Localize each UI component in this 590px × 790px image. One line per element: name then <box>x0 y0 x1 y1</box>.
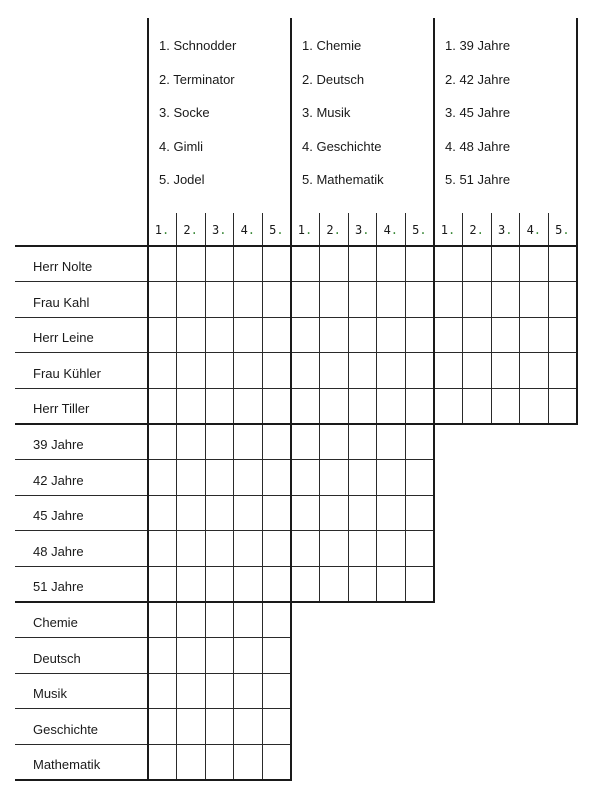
grid-cell[interactable] <box>148 602 177 638</box>
grid-cell[interactable] <box>234 638 263 674</box>
grid-cell[interactable] <box>234 602 263 638</box>
grid-cell[interactable] <box>262 317 291 353</box>
group-separator <box>15 423 578 425</box>
grid-cell[interactable] <box>491 282 520 318</box>
grid-cell[interactable] <box>491 246 520 282</box>
column-number-period: . <box>448 223 456 237</box>
grid-cell[interactable] <box>320 282 349 318</box>
grid-cell[interactable] <box>291 317 320 353</box>
row-label-lehrer-2: Frau Kahl <box>33 294 90 310</box>
column-number-period: . <box>390 223 399 237</box>
grid-cell[interactable] <box>177 673 206 709</box>
grid-cell[interactable] <box>320 495 349 531</box>
group-separator <box>15 779 292 781</box>
grid-cell[interactable] <box>520 246 549 282</box>
column-number-digit: 4 <box>383 223 391 237</box>
grid-cell[interactable] <box>548 388 577 424</box>
grid-cell[interactable] <box>405 531 434 567</box>
column-number-period: . <box>247 223 256 237</box>
grid-cell[interactable] <box>320 531 349 567</box>
grid-cell[interactable] <box>148 566 177 602</box>
category-item-faecher-4: 4. Geschichte <box>302 138 382 154</box>
column-number-period: . <box>419 223 427 237</box>
row-divider <box>15 530 434 531</box>
grid-cell[interactable] <box>520 282 549 318</box>
grid-cell[interactable] <box>405 566 434 602</box>
grid-cell[interactable] <box>148 460 177 496</box>
grid-cell[interactable] <box>205 673 234 709</box>
grid-cell[interactable] <box>348 353 377 389</box>
grid-cell[interactable] <box>548 282 577 318</box>
column-number-digit: 2 <box>183 223 191 237</box>
grid-cell[interactable] <box>148 495 177 531</box>
grid-cell[interactable] <box>205 388 234 424</box>
column-number-digit: 5 <box>269 223 277 237</box>
column-number-period: . <box>476 223 484 237</box>
grid-cell[interactable] <box>205 460 234 496</box>
category-item-faecher-1: 1. Chemie <box>302 38 362 53</box>
grid-cell[interactable] <box>405 495 434 531</box>
column-number-period: . <box>505 223 513 237</box>
grid-cell[interactable] <box>262 388 291 424</box>
column-number-digit: 2 <box>326 223 334 237</box>
grid-cell[interactable] <box>320 424 349 460</box>
grid-cell[interactable] <box>234 709 263 745</box>
row-label-faecher-1: Chemie <box>33 615 78 630</box>
grid-cell[interactable] <box>434 388 463 424</box>
column-number <box>320 223 348 237</box>
grid-cell[interactable] <box>291 460 320 496</box>
grid-cell[interactable] <box>262 282 291 318</box>
row-divider <box>15 637 291 638</box>
grid-cell[interactable] <box>234 246 263 282</box>
grid-cell[interactable] <box>234 317 263 353</box>
column-number <box>148 223 176 237</box>
grid-cell[interactable] <box>434 353 463 389</box>
grid-cell[interactable] <box>377 388 406 424</box>
grid-cell[interactable] <box>291 495 320 531</box>
grid-cell[interactable] <box>405 388 434 424</box>
column-number <box>405 223 433 237</box>
grid-cell[interactable] <box>205 246 234 282</box>
row-label-alter-4: 48 Jahre <box>33 543 84 559</box>
grid-cell[interactable] <box>491 353 520 389</box>
grid-cell[interactable] <box>234 744 263 780</box>
grid-cell[interactable] <box>177 566 206 602</box>
grid-cell[interactable] <box>177 495 206 531</box>
grid-cell[interactable] <box>234 388 263 424</box>
row-divider <box>15 281 577 282</box>
grid-cell[interactable] <box>405 424 434 460</box>
grid-cell[interactable] <box>148 282 177 318</box>
grid-cell[interactable] <box>205 424 234 460</box>
column-number-digit: 5 <box>412 223 420 237</box>
grid-cell[interactable] <box>377 317 406 353</box>
column-number-digit: 5 <box>555 223 563 237</box>
grid-cell[interactable] <box>291 531 320 567</box>
grid-cell[interactable] <box>234 495 263 531</box>
cell-divider <box>262 213 263 780</box>
category-item-alter-4: 4. 48 Jahre <box>445 138 511 154</box>
grid-cell[interactable] <box>177 744 206 780</box>
column-number-digit: 1 <box>297 223 305 237</box>
cell-divider <box>376 213 377 602</box>
column-number-period: . <box>562 223 570 237</box>
column-number-period: . <box>533 223 542 237</box>
category-item-alter-5: 5. 51 Jahre <box>445 172 511 188</box>
column-number-period: . <box>162 223 170 237</box>
grid-cell[interactable] <box>348 317 377 353</box>
row-divider <box>15 388 577 389</box>
column-number-digit: 2 <box>469 223 477 237</box>
row-divider <box>15 744 291 745</box>
grid-cell[interactable] <box>348 388 377 424</box>
column-number-digit: 4 <box>526 223 534 237</box>
grid-cell[interactable] <box>405 246 434 282</box>
grid-cell[interactable] <box>320 246 349 282</box>
block-separator <box>576 18 578 424</box>
row-label-alter-2: 42 Jahre <box>33 472 84 488</box>
grid-cell[interactable] <box>291 353 320 389</box>
grid-cell[interactable] <box>348 566 377 602</box>
grid-cell[interactable] <box>377 460 406 496</box>
grid-cell[interactable] <box>348 460 377 496</box>
grid-cell[interactable] <box>205 317 234 353</box>
grid-cell[interactable] <box>148 424 177 460</box>
grid-cell[interactable] <box>262 602 291 638</box>
grid-cell[interactable] <box>262 709 291 745</box>
grid-cell[interactable] <box>291 566 320 602</box>
row-label-faecher-5: Mathematik <box>33 757 101 773</box>
grid-cell[interactable] <box>548 246 577 282</box>
grid-cell[interactable] <box>205 744 234 780</box>
row-label-faecher-2: Deutsch <box>33 650 81 666</box>
column-number <box>548 223 576 237</box>
column-number-digit: 3 <box>354 223 363 237</box>
column-number-period: . <box>219 223 227 237</box>
grid-cell[interactable] <box>177 638 206 674</box>
grid-cell[interactable] <box>262 495 291 531</box>
column-number <box>262 223 290 237</box>
grid-cell[interactable] <box>177 282 206 318</box>
grid-cell[interactable] <box>405 282 434 318</box>
row-label-alter-1: 39 Jahre <box>33 437 84 452</box>
grid-cell[interactable] <box>434 282 463 318</box>
grid-cell[interactable] <box>377 282 406 318</box>
grid-cell[interactable] <box>205 531 234 567</box>
grid-cell[interactable] <box>291 282 320 318</box>
row-divider <box>15 566 434 567</box>
grid-cell[interactable] <box>262 531 291 567</box>
row-label-alter-5: 51 Jahre <box>33 579 84 595</box>
column-number <box>205 223 233 237</box>
column-number-digit: 4 <box>240 223 248 237</box>
grid-cell[interactable] <box>491 317 520 353</box>
row-label-faecher-3: Musik <box>33 686 67 702</box>
grid-cell[interactable] <box>148 638 177 674</box>
grid-cell[interactable] <box>205 709 234 745</box>
grid-cell[interactable] <box>148 388 177 424</box>
grid-cell[interactable] <box>205 353 234 389</box>
grid-cell[interactable] <box>234 353 263 389</box>
grid-cell[interactable] <box>234 531 263 567</box>
grid-cell[interactable] <box>348 531 377 567</box>
column-number <box>491 223 519 237</box>
grid-cell[interactable] <box>234 566 263 602</box>
column-number <box>348 223 376 237</box>
column-number <box>177 223 205 237</box>
row-label-lehrer-3: Herr Leine <box>33 330 94 346</box>
grid-cell[interactable] <box>320 460 349 496</box>
column-number <box>463 223 491 237</box>
row-divider <box>15 459 434 460</box>
cell-divider <box>319 213 320 602</box>
grid-cell[interactable] <box>520 317 549 353</box>
cell-divider <box>205 213 206 780</box>
grid-cell[interactable] <box>377 566 406 602</box>
column-number-period: . <box>305 223 313 237</box>
column-number-period: . <box>333 223 341 237</box>
grid-cell[interactable] <box>177 709 206 745</box>
grid-cell[interactable] <box>520 388 549 424</box>
cell-divider <box>233 213 234 780</box>
grid-cell[interactable] <box>262 246 291 282</box>
column-number <box>434 223 462 237</box>
column-number <box>520 223 548 237</box>
grid-cell[interactable] <box>548 317 577 353</box>
grid-cell[interactable] <box>320 353 349 389</box>
grid-cell[interactable] <box>377 353 406 389</box>
category-item-alter-1: 1. 39 Jahre <box>445 38 511 53</box>
grid-cell[interactable] <box>377 531 406 567</box>
group-separator <box>15 245 578 247</box>
grid-cell[interactable] <box>405 460 434 496</box>
grid-cell[interactable] <box>463 388 492 424</box>
category-item-spitznamen-5: 5. Jodel <box>159 172 205 188</box>
grid-cell[interactable] <box>177 246 206 282</box>
block-separator <box>290 18 292 780</box>
grid-cell[interactable] <box>262 673 291 709</box>
grid-cell[interactable] <box>262 638 291 674</box>
grid-cell[interactable] <box>320 317 349 353</box>
grid-cell[interactable] <box>291 246 320 282</box>
grid-cell[interactable] <box>177 317 206 353</box>
row-divider <box>15 673 291 674</box>
grid-cell[interactable] <box>148 709 177 745</box>
grid-cell[interactable] <box>234 282 263 318</box>
grid-cell[interactable] <box>177 602 206 638</box>
category-item-faecher-3: 3. Musik <box>302 105 351 121</box>
category-item-spitznamen-2: 2. Terminator <box>159 71 235 87</box>
grid-cell[interactable] <box>262 424 291 460</box>
category-item-spitznamen-1: 1. Schnodder <box>159 38 237 53</box>
grid-cell[interactable] <box>205 638 234 674</box>
column-number-digit: 1 <box>154 223 162 237</box>
column-number-digit: 1 <box>440 223 448 237</box>
grid-cell[interactable] <box>348 424 377 460</box>
category-item-alter-3: 3. 45 Jahre <box>445 105 511 121</box>
row-label-faecher-4: Geschichte <box>33 721 99 737</box>
row-label-lehrer-1: Herr Nolte <box>33 259 93 274</box>
grid-cell[interactable] <box>205 566 234 602</box>
grid-cell[interactable] <box>234 460 263 496</box>
grid-cell[interactable] <box>234 673 263 709</box>
grid-cell[interactable] <box>148 246 177 282</box>
column-number-digit: 3 <box>497 223 506 237</box>
group-separator <box>15 601 435 603</box>
grid-cell[interactable] <box>148 673 177 709</box>
grid-cell[interactable] <box>148 531 177 567</box>
row-divider <box>15 352 577 353</box>
grid-cell[interactable] <box>348 282 377 318</box>
grid-cell[interactable] <box>177 460 206 496</box>
grid-cell[interactable] <box>434 246 463 282</box>
cell-divider <box>348 213 349 602</box>
grid-cell[interactable] <box>205 495 234 531</box>
column-number-period: . <box>276 223 284 237</box>
grid-cell[interactable] <box>520 353 549 389</box>
grid-cell[interactable] <box>262 566 291 602</box>
grid-cell[interactable] <box>377 424 406 460</box>
grid-cell[interactable] <box>348 246 377 282</box>
grid-cell[interactable] <box>405 353 434 389</box>
grid-cell[interactable] <box>377 495 406 531</box>
grid-cell[interactable] <box>177 353 206 389</box>
cell-divider <box>405 213 406 602</box>
grid-cell[interactable] <box>463 282 492 318</box>
category-item-alter-2: 2. 42 Jahre <box>445 71 511 87</box>
column-number <box>377 223 405 237</box>
grid-cell[interactable] <box>463 317 492 353</box>
block-separator <box>433 18 435 602</box>
column-number-period: . <box>190 223 198 237</box>
block-separator <box>147 18 149 780</box>
row-label-alter-3: 45 Jahre <box>33 508 84 524</box>
grid-cell[interactable] <box>234 424 263 460</box>
column-number-period: . <box>362 223 370 237</box>
row-label-lehrer-5: Herr Tiller <box>33 401 90 417</box>
grid-cell[interactable] <box>491 388 520 424</box>
grid-cell[interactable] <box>405 317 434 353</box>
column-number <box>291 223 319 237</box>
grid-cell[interactable] <box>148 317 177 353</box>
row-divider <box>15 708 291 709</box>
grid-cell[interactable] <box>291 424 320 460</box>
grid-cell[interactable] <box>434 317 463 353</box>
grid-cell[interactable] <box>291 388 320 424</box>
grid-cell[interactable] <box>320 566 349 602</box>
category-item-faecher-5: 5. Mathematik <box>302 172 384 188</box>
row-divider <box>15 495 434 496</box>
column-number-digit: 3 <box>211 223 220 237</box>
grid-cell[interactable] <box>262 460 291 496</box>
grid-cell[interactable] <box>377 246 406 282</box>
grid-cell[interactable] <box>148 353 177 389</box>
grid-cell[interactable] <box>177 388 206 424</box>
row-divider <box>15 317 577 318</box>
grid-cell[interactable] <box>262 353 291 389</box>
grid-cell[interactable] <box>148 744 177 780</box>
grid-cell[interactable] <box>320 388 349 424</box>
row-label-lehrer-4: Frau Kühler <box>33 365 101 381</box>
cell-divider <box>176 213 177 780</box>
grid-cell[interactable] <box>463 353 492 389</box>
grid-cell[interactable] <box>348 495 377 531</box>
grid-cell[interactable] <box>205 282 234 318</box>
category-item-spitznamen-4: 4. Gimli <box>159 138 204 154</box>
grid-cell[interactable] <box>177 531 206 567</box>
grid-cell[interactable] <box>177 424 206 460</box>
grid-cell[interactable] <box>463 246 492 282</box>
column-number <box>234 223 262 237</box>
grid-cell[interactable] <box>548 353 577 389</box>
grid-cell[interactable] <box>262 744 291 780</box>
category-item-spitznamen-3: 3. Socke <box>159 105 210 121</box>
grid-cell[interactable] <box>205 602 234 638</box>
category-item-faecher-2: 2. Deutsch <box>302 71 365 87</box>
